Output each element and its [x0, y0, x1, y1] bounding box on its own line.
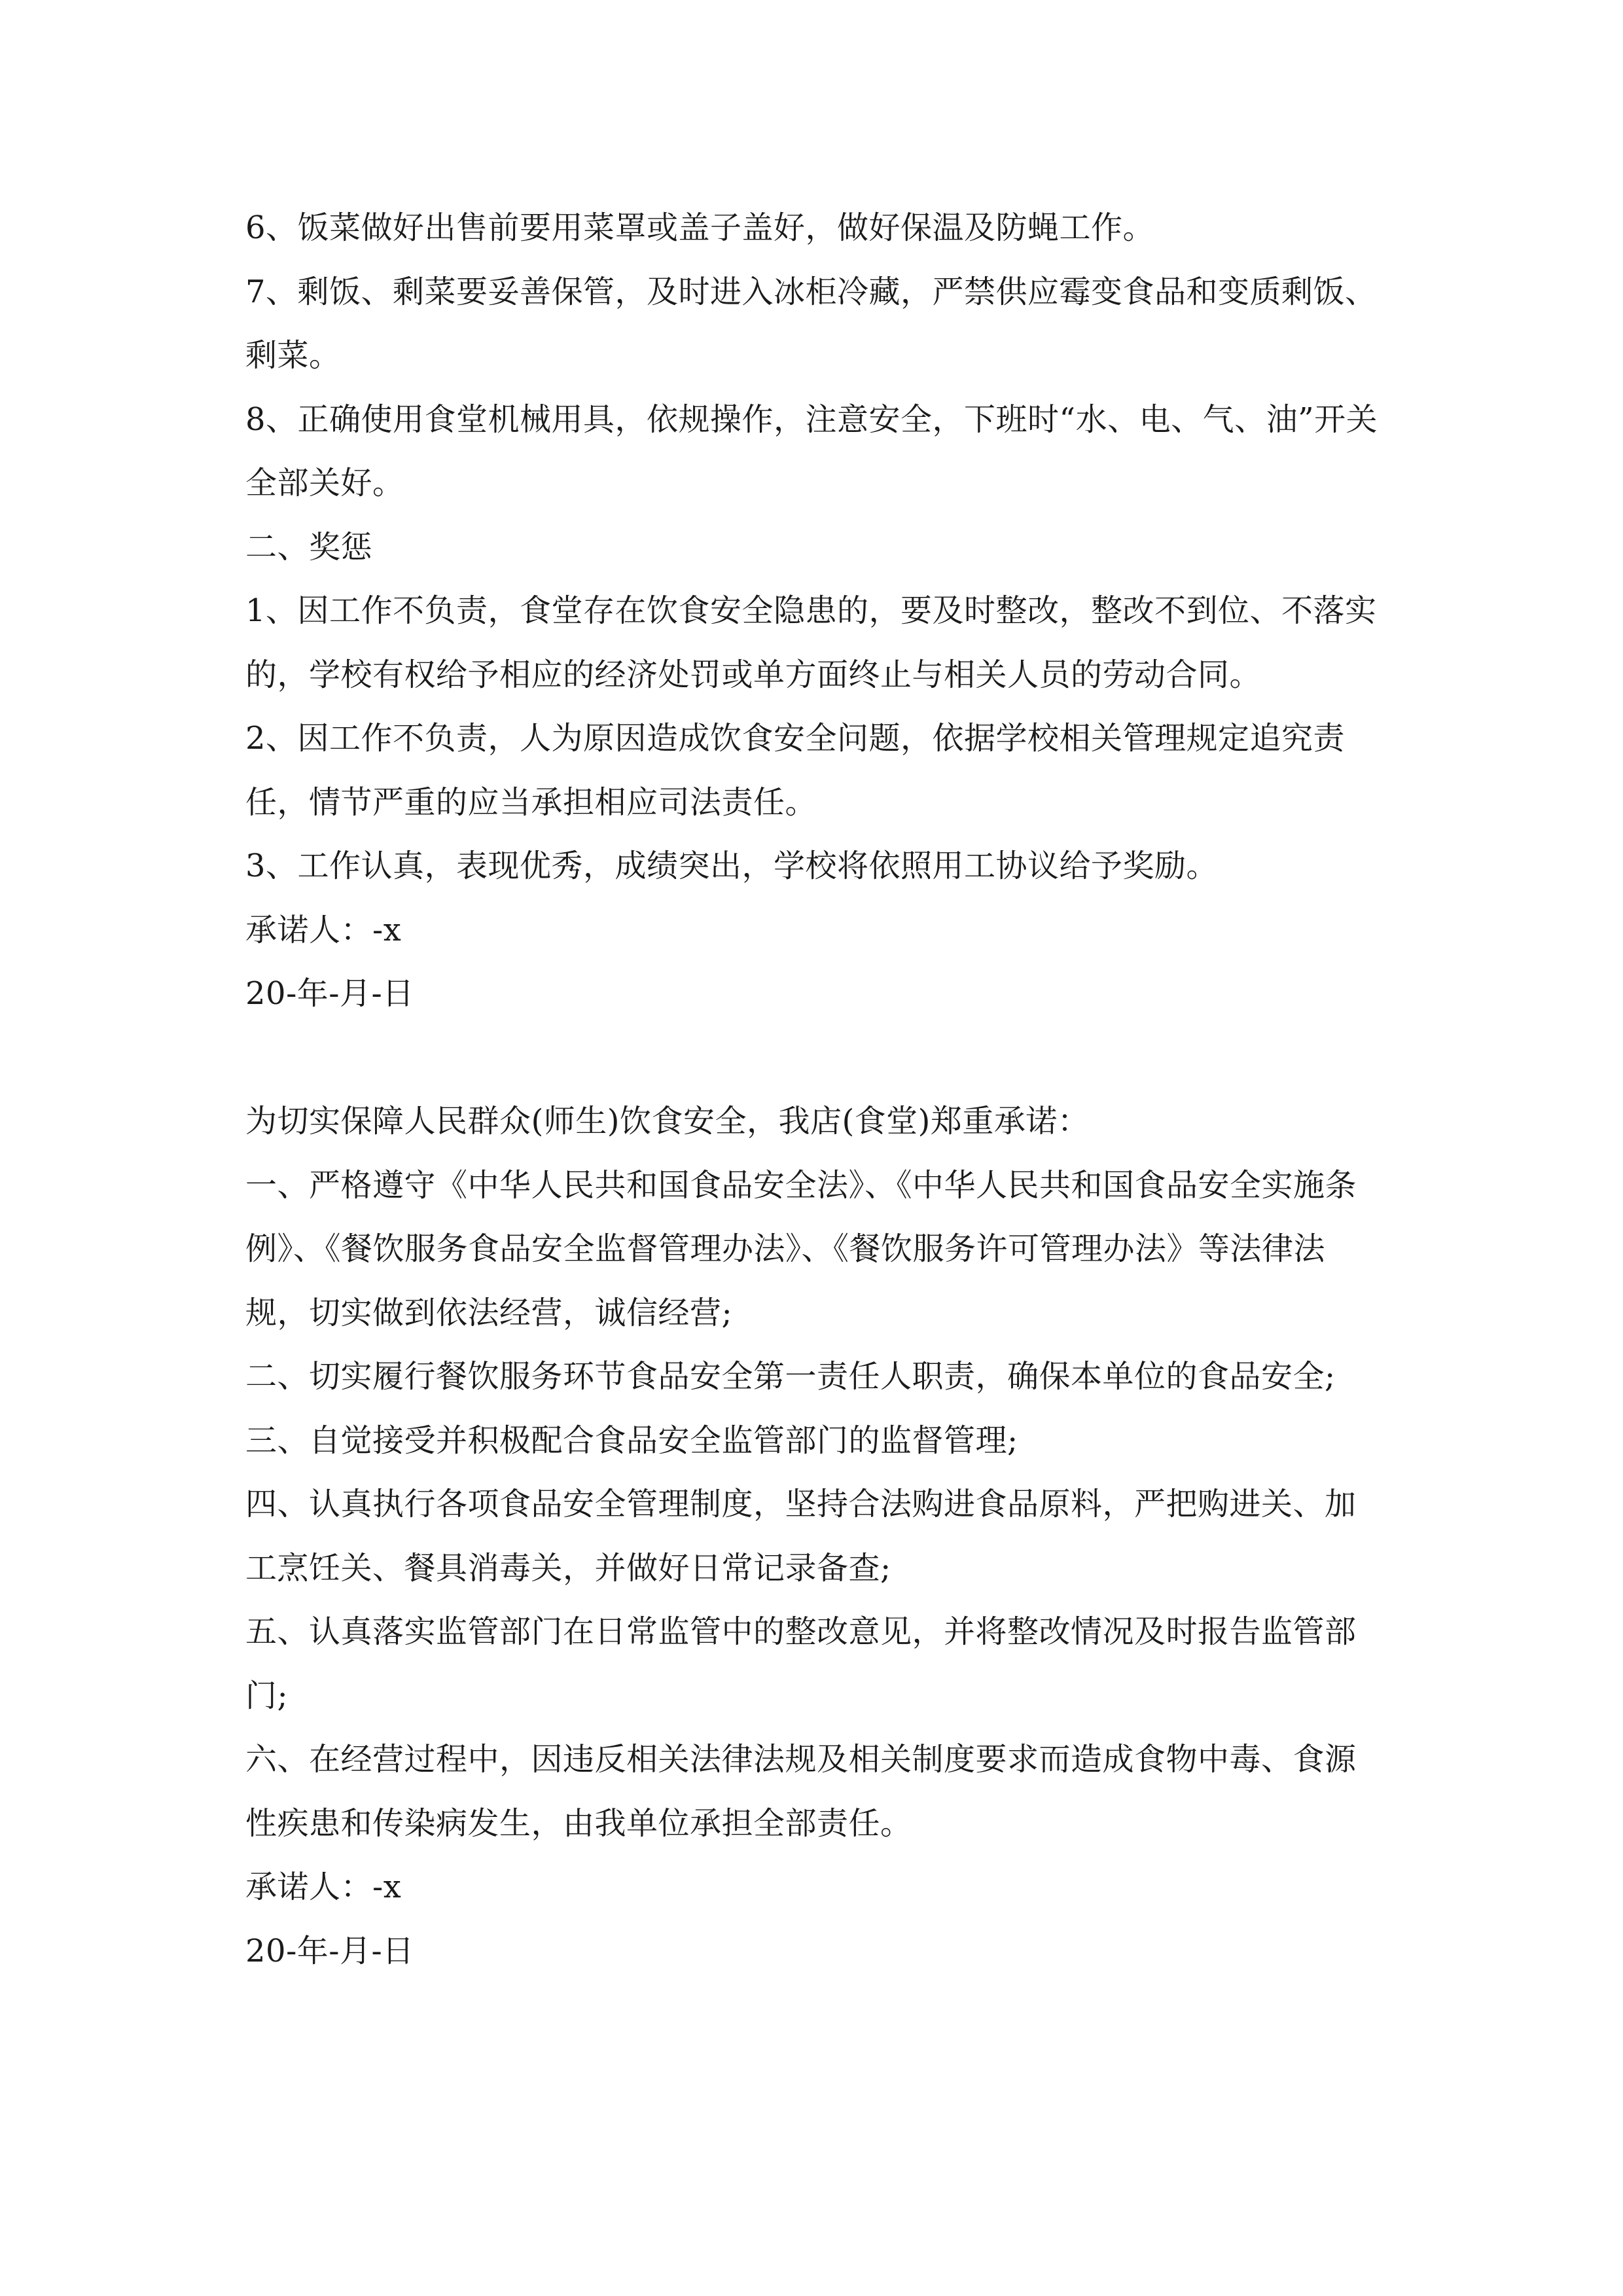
section-gap [245, 1026, 1384, 1090]
promiser-line: 承诺人：-x [245, 911, 402, 948]
reward-clause-3: 3、工作认真，表现优秀，成绩突出，学校将依照用工协议给予奖励。 [245, 848, 1219, 884]
date-line-2: 20-年-月-日 [245, 1932, 414, 1969]
reward-clause-2: 2、因工作不负责，人为原因造成饮食安全问题，依据学校相关管理规定追究责任，情节严重的应当承担相应司法责任。 [245, 720, 1346, 821]
reward-clause-1: 1、因工作不负责，食堂存在饮食安全隐患的，要及时整改，整改不到位、不落实的，学校有权给予相应的经济处罚或单方面终止与相关人员的劳动合同。 [245, 592, 1377, 693]
pledge-item-3: 三、自觉接受并积极配合食品安全监管部门的监督管理; [245, 1422, 1018, 1459]
pledge-item-2: 二、切实履行餐饮服务环节食品安全第一责任人职责，确保本单位的食品安全; [245, 1358, 1336, 1395]
promiser-line-2: 承诺人：-x [245, 1869, 402, 1905]
pledge-item-5: 五、认真落实监管部门在日常监管中的整改意见，并将整改情况及时报告监管部门; [245, 1613, 1357, 1714]
pledge-item-6: 六、在经营过程中，因违反相关法律法规及相关制度要求而造成食物中毒、食源性疾患和传染病发生，由我单位承担全部责任。 [245, 1741, 1357, 1842]
clause-7: 7、剩饭、剩菜要妥善保管，及时进入冰柜冷藏，严禁供应霉变食品和变质剩饭、剩菜。 [245, 273, 1377, 374]
clause-6: 6、饭菜做好出售前要用菜罩或盖子盖好，做好保温及防蝇工作。 [245, 209, 1155, 246]
date-line: 20-年-月-日 [245, 975, 414, 1012]
clause-8: 8、正确使用食堂机械用具，依规操作，注意安全，下班时“水、电、气、油”开关全部关好。 [245, 401, 1378, 501]
pledge-intro: 为切实保障人民群众(师生)饮食安全，我店(食堂)郑重承诺： [245, 1103, 1090, 1139]
document-body [245, 196, 1384, 1983]
section-heading-rewards: 二、奖惩 [245, 528, 373, 565]
pledge-item-4: 四、认真执行各项食品安全管理制度，坚持合法购进食品原料，严把购进关、加工烹饪关、餐具消毒关，并做好日常记录备查; [245, 1486, 1357, 1587]
pledge-item-1: 一、严格遵守《中华人民共和国食品安全法》、《中华人民共和国食品安全实施条例》、《餐饮服务食品安全监督管理办法》、《餐饮服务许可管理办法》等法律法规，切实做到依法经营，诚信经营; [245, 1166, 1357, 1331]
